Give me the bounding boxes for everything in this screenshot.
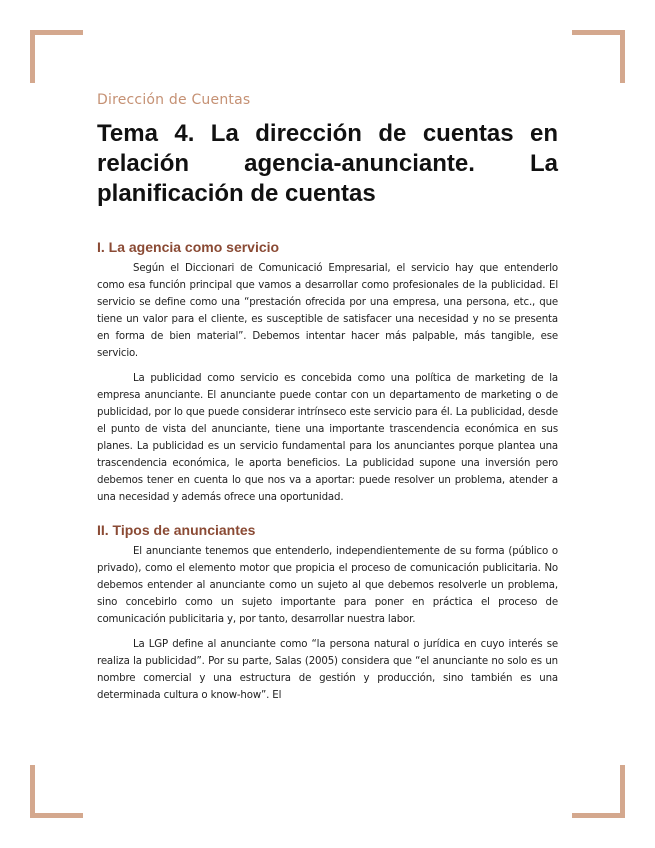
page-title: Tema 4. La dirección de cuentas en relación agencia-anunciante. La planificación de cuentas xyxy=(97,120,558,207)
paragraph: La LGP define al anunciante como “la persona natural o jurídica en cuyo interés se realiza la publicidad”. Por su parte, Salas (2005) considera que “el anunciante no solo es un nombre comercial y una estructura de gestión y producción, sino también es una determinada cultura o know-how”. El xyxy=(97,639,558,701)
corner-frame-bottom-right xyxy=(572,765,625,818)
corner-frame-top-right xyxy=(572,30,625,83)
running-header: Dirección de Cuentas xyxy=(97,92,251,108)
page-content xyxy=(97,92,558,712)
section-heading: II. Tipos de anunciantes xyxy=(97,522,256,538)
section-heading: I. La agencia como servicio xyxy=(97,239,280,255)
paragraph: La publicidad como servicio es concebida como una política de marketing de la empresa anunciante. El anunciante puede contar con un departamento de marketing o de publicidad, por lo que puede considerar intrínseco este servicio para él. La publicidad, desde el punto de vista del anunciante, tiene una importante trascendencia económica en sus planes. La publicidad es un servicio fundamental para los anunciantes porque plantea una trascendencia económica, le aporta beneficios. La publicidad supone una inversión pero debemos tener en cuenta lo que nos va a aportar: puede resolver un problema, atender a una necesidad y además ofrece una oportunidad. xyxy=(97,373,558,503)
section-tipos-de-anunciantes xyxy=(97,522,558,704)
paragraph: Según el Diccionari de Comunicació Empresarial, el servicio hay que entenderlo como esa función principal que vamos a desarrollar como profesionales de la publicidad. El servicio se define como una “prestación ofrecida por una empresa, una persona, etc., que tiene un valor para el cliente, es susceptible de satisfacer una necesidad y no se presenta en forma de bien material”. Debemos intentar hacer más palpable, más tangible, ese servicio. xyxy=(97,263,558,359)
section-agencia-como-servicio xyxy=(97,239,558,506)
corner-frame-top-left xyxy=(30,30,83,83)
corner-frame-bottom-left xyxy=(30,765,83,818)
paragraph: El anunciante tenemos que entenderlo, independientemente de su forma (público o privado), como el elemento motor que propicia el proceso de comunicación publicitaria. No debemos entender al anunciante como un sujeto al que debemos resolverle un problema, sino concebirlo como un sujeto importante para poner en práctica el proceso de comunicación publicitaria y, por tanto, desarrollar nuestra labor. xyxy=(97,546,558,625)
